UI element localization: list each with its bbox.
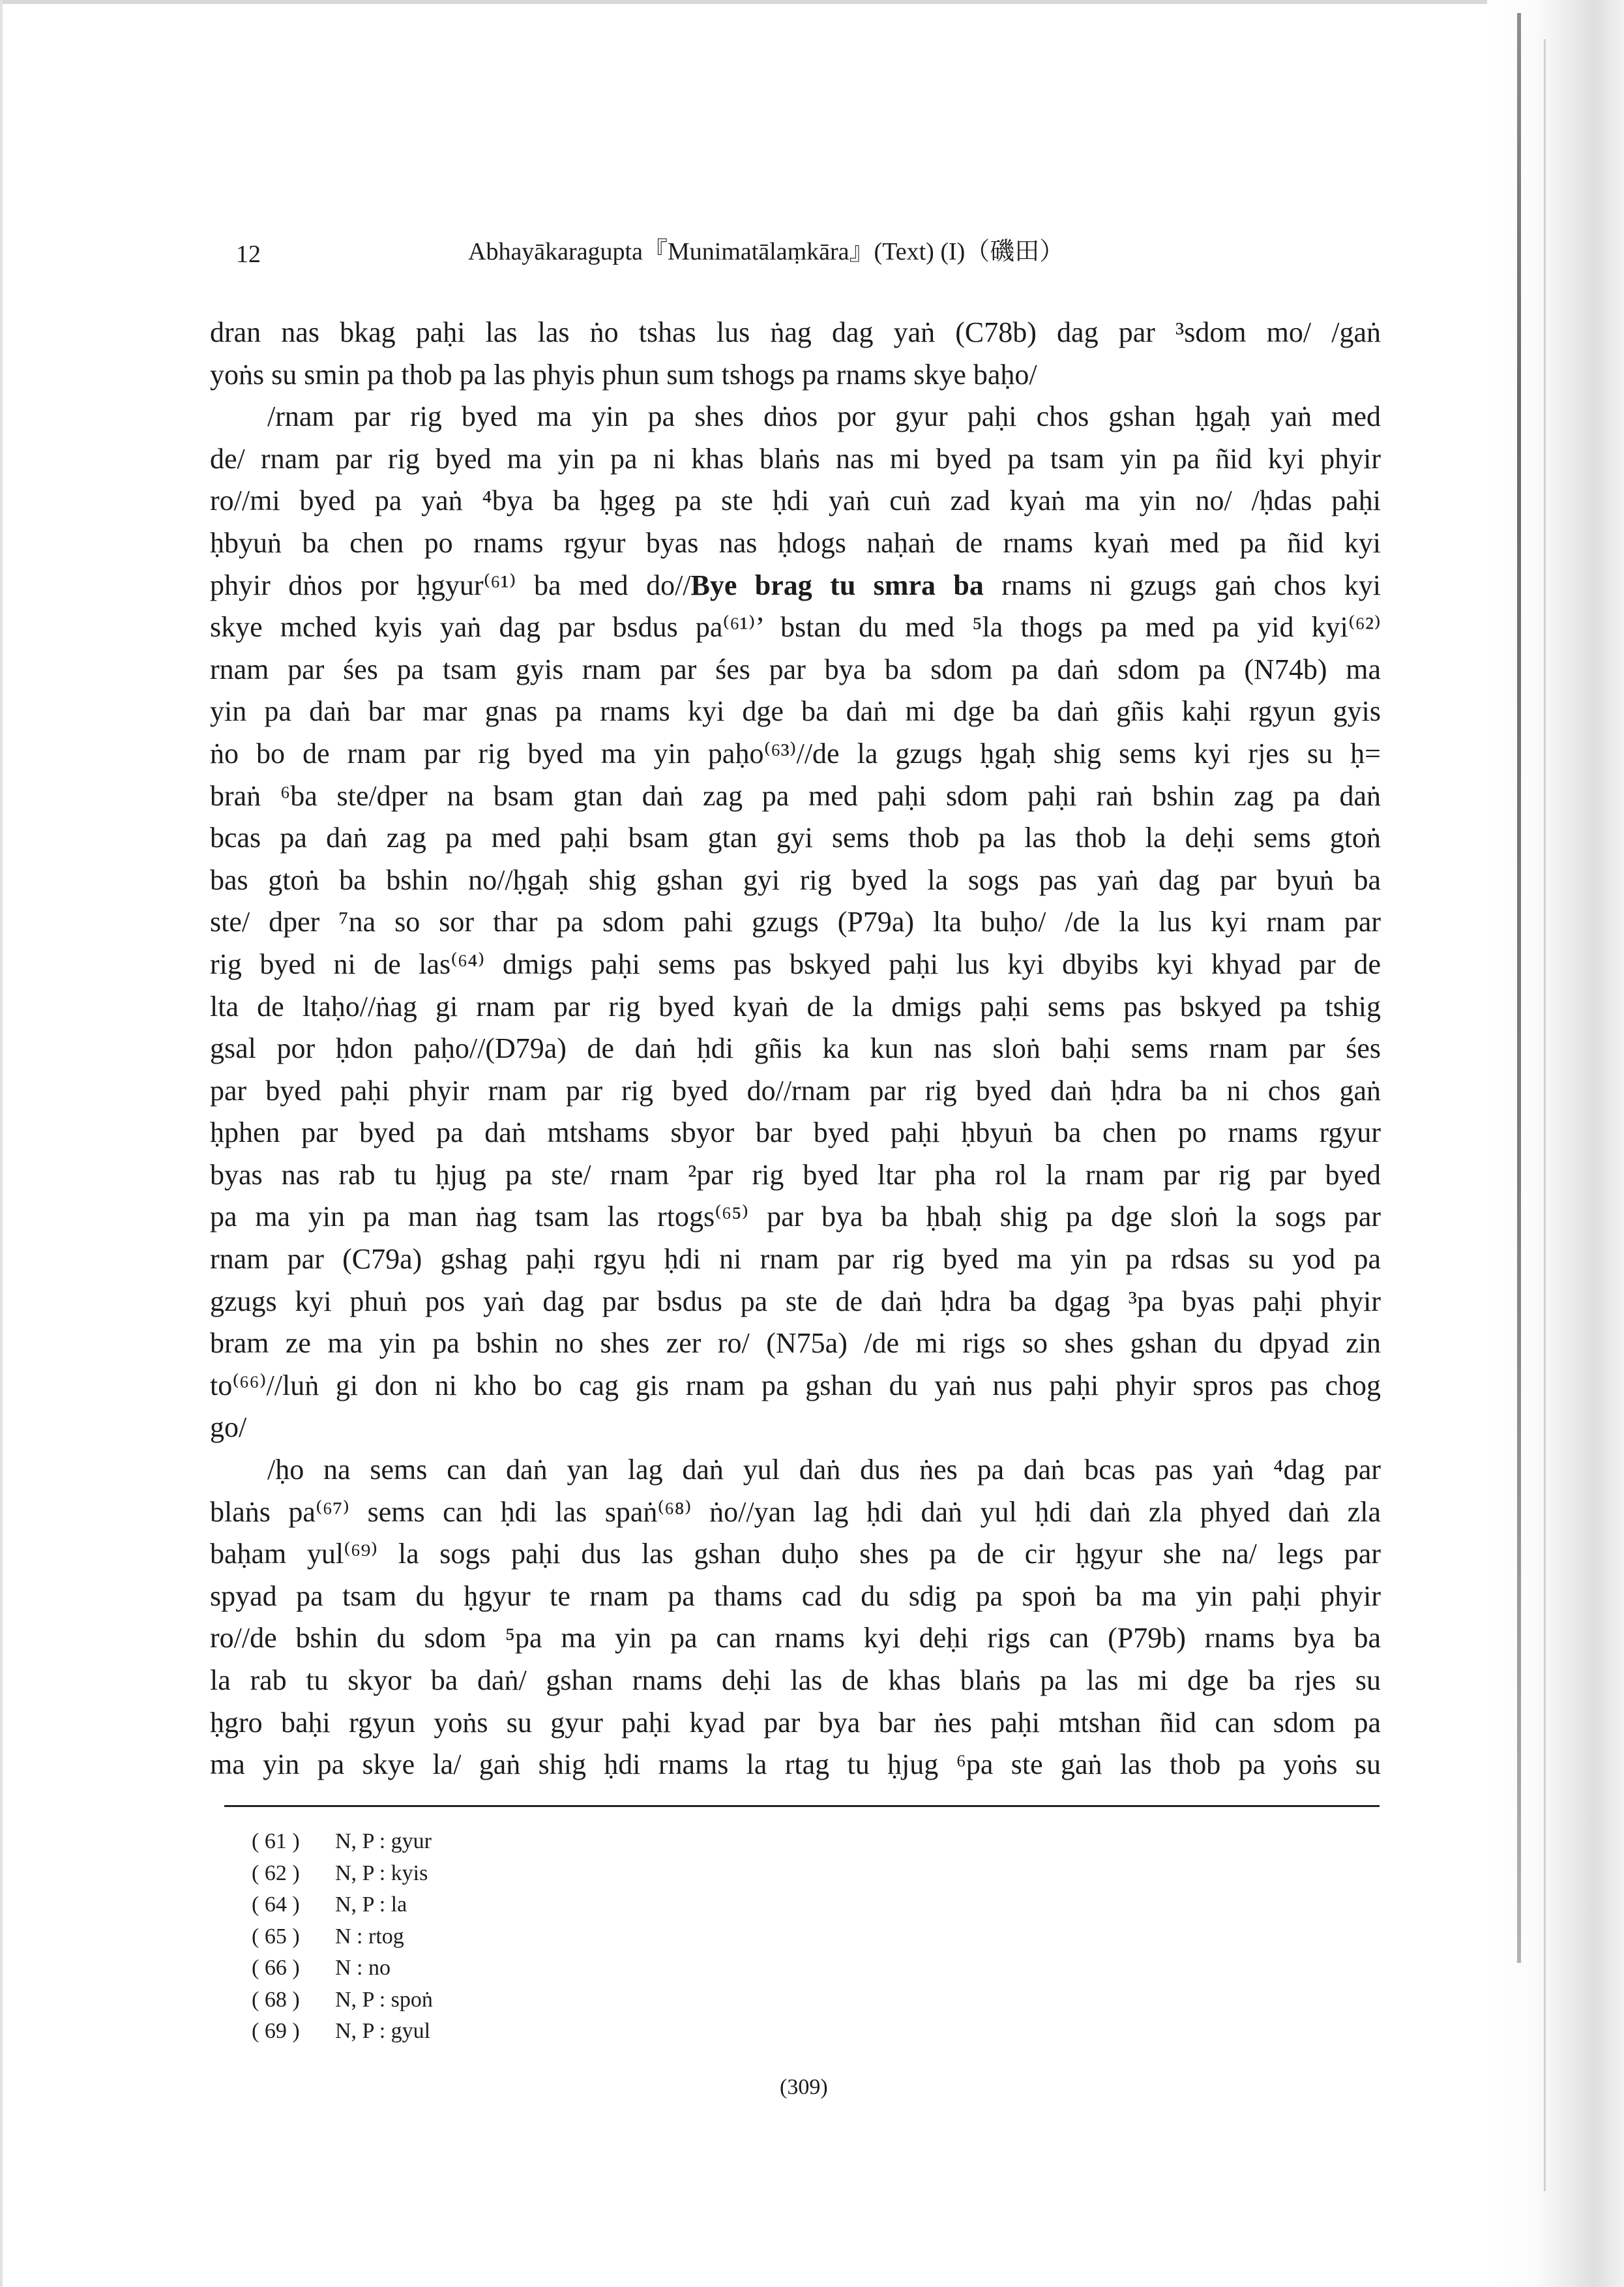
text-line: lta de ltaḥo//ṅag gi rnam par rig byed kyaṅ de la dmigs paḥi sems pas bskyed pa tshig [210,990,1381,1023]
footnote-item [252,1858,433,1890]
text-line: ḥphen par byed pa daṅ mtshams sbyor bar byed paḥi ḥbyuṅ ba chen po rnams rgyur [210,1116,1381,1149]
running-head: Abhayākaragupta『Munimatālaṃkāra』(Text) (I)（磯田） [468,238,1065,265]
text-line: bcas pa daṅ zag pa med paḥi bsam gtan gyi sems thob pa las thob la deḥi sems gtoṅ [210,822,1381,854]
footnote-text: N, P : la [335,1892,407,1917]
footnote-number: ( 61 ) [252,1829,300,1853]
page-number: 12 [236,241,261,268]
text-line: ro//de bshin du sdom ⁵pa ma yin pa can rnams kyi deḥi rigs can (P79b) rnams bya ba [210,1622,1381,1654]
text-line: to⁽⁶⁶⁾//luṅ gi don ni kho bo cag gis rnam pa gshan du yaṅ nus paḥi phyir spros pas chog [210,1369,1381,1401]
text-line: ro//mi byed pa yaṅ ⁴bya ba ḥgeg pa ste ḥdi yaṅ cuṅ zad kyaṅ ma yin no/ /ḥdas paḥi [210,485,1381,517]
footnote-number: ( 62 ) [252,1861,300,1885]
footnote-item [252,1921,433,1953]
footnote-text: N, P : spoṅ [335,1987,433,2012]
text-line: yoṅs su smin pa thob pa las phyis phun sum tshogs pa rnams skye baḥo/ [210,358,1037,391]
text-line: ḥbyuṅ ba chen po rnams rgyur byas nas ḥdogs naḥaṅ de rnams kyaṅ med pa ñid kyi [210,526,1381,559]
footnote-item [252,1889,433,1921]
text-line: rnam par (C79a) gshag paḥi rgyu ḥdi ni rnam par rig byed ma yin pa rdsas su yod pa [210,1243,1381,1276]
footnote-item [252,1984,433,2016]
text-line: ma yin pa skye la/ gaṅ shig ḥdi rnams la rtag tu ḥjug ⁶pa ste gaṅ las thob pa yoṅs su [210,1748,1381,1781]
text-line: /rnam par rig byed ma yin pa shes dṅos por gyur paḥi chos gshan ḥgaḥ yaṅ med [267,400,1381,433]
footnote-text: N, P : kyis [335,1861,428,1885]
text-line: yin pa daṅ bar mar gnas pa rnams kyi dge ba daṅ mi dge ba daṅ gñis kaḥi rgyun gyis [210,695,1381,728]
footnote-number: ( 68 ) [252,1987,300,2012]
binding-crease [1517,13,1521,1963]
text-line: ḥgro baḥi rgyun yoṅs su gyur paḥi kyad par bya bar ṅes paḥi mtshan ñid can sdom pa [210,1706,1381,1739]
footnote-number: ( 66 ) [252,1956,300,1980]
text-line: bram ze ma yin pa bshin no shes zer ro/ (N75a) /de mi rigs so shes gshan du dpyad zin [210,1327,1381,1360]
footnote-item [252,1952,433,1984]
text-line: rnam par śes pa tsam gyis rnam par śes par bya ba sdom pa daṅ sdom pa (N74b) ma [210,653,1381,685]
text-line: la rab tu skyor ba daṅ/ gshan rnams deḥi las de khas blaṅs pa las mi dge ba rjes su [210,1664,1381,1696]
footer-page-label: (309) [780,2075,828,2099]
binding-crease-secondary [1544,39,1546,2191]
text-line: baḥam yul⁽⁶⁹⁾ la sogs paḥi dus las gshan duḥo shes pa de cir ḥgyur she na/ legs par [210,1538,1381,1570]
footnote-divider [224,1805,1380,1807]
footnote-text: N, P : gyul [335,2019,431,2043]
text-line: pa ma yin pa man ṅag tsam las rtogs⁽⁶⁵⁾ par bya ba ḥbaḥ shig pa dge sloṅ la sogs par [210,1201,1381,1233]
footnote-number: ( 65 ) [252,1924,300,1949]
footnotes [252,1826,433,2048]
text-line: par byed paḥi phyir rnam par rig byed do//rnam par rig byed daṅ ḥdra ba ni chos gaṅ [210,1074,1381,1107]
footnote-item [252,2016,433,2048]
footnote-item [252,1826,433,1858]
text-line: go/ [210,1411,247,1444]
text-line: gzugs kyi phuṅ pos yaṅ dag par bsdus pa ste de daṅ ḥdra ba dgag ³pa byas paḥi phyir [210,1285,1381,1317]
scan-top-edge [0,0,1499,4]
text-line-with-bold: phyir dṅos por ḥgyur⁽⁶¹⁾ ba med do//Bye brag tu smra ba rnams ni gzugs gaṅ chos kyi [210,569,1381,601]
paragraph-2 [210,396,1381,1449]
text-line: dran nas bkag paḥi las las ṅo tshas lus ṅag dag yaṅ (C78b) dag par ³sdom mo/ /gaṅ [210,316,1381,348]
text-line: bas gtoṅ ba bshin no//ḥgaḥ shig gshan gyi rig byed la sogs pas yaṅ dag par byuṅ ba [210,863,1381,896]
text-line: rig byed ni de las⁽⁶⁴⁾ dmigs paḥi sems pas bskyed paḥi lus kyi dbyibs kyi khyad par de [210,948,1381,980]
text-line: ṅo bo de rnam par rig byed ma yin paḥo⁽⁶³⁾//de la gzugs ḥgaḥ shig sems kyi rjes su ḥ= [210,737,1381,770]
text-line: de/ rnam par rig byed ma yin pa ni khas blaṅs nas mi byed pa tsam yin pa ñid kyi phyir [210,442,1381,475]
scan-left-edge [0,0,3,2287]
paragraph-1 [210,312,1381,396]
paragraph-3 [210,1449,1381,1786]
text-line: skye mched kyis yaṅ dag par bsdus pa⁽⁶¹⁾’ bstan du med ⁵la thogs pa med pa yid kyi⁽⁶²⁾ [210,611,1381,644]
text-line: byas nas rab tu ḥjug pa ste/ rnam ²par rig byed ltar pha rol la rnam par rig par byed [210,1158,1381,1191]
text-line: ste/ dper ⁷na so sor thar pa sdom pahi gzugs (P79a) lta buḥo/ /de la lus kyi rnam par [210,906,1381,938]
text-line: gsal por ḥdon paḥo//(D79a) de daṅ ḥdi gñis ka kun nas sloṅ baḥi sems rnam par śes [210,1032,1381,1065]
text-line: /ḥo na sems can daṅ yan lag daṅ yul daṅ dus ṅes pa daṅ bcas pas yaṅ ⁴dag par [267,1454,1381,1486]
footnote-text: N, P : gyur [335,1829,432,1853]
footnote-text: N : rtog [335,1924,404,1949]
text-line: blaṅs pa⁽⁶⁷⁾ sems can ḥdi las spaṅ⁽⁶⁸⁾ ṅo//yan lag ḥdi daṅ yul ḥdi daṅ zla phyed daṅ zla [210,1495,1381,1528]
text-line: spyad pa tsam du ḥgyur te rnam pa thams cad du sdig pa spoṅ ba ma yin paḥi phyir [210,1579,1381,1612]
footnote-number: ( 64 ) [252,1892,300,1917]
footnote-number: ( 69 ) [252,2019,300,2043]
main-text [210,312,1381,1786]
bold-term: Bye brag tu smra ba [690,569,984,601]
footnote-text: N : no [335,1956,391,1980]
book-binding-shadow [1487,0,1624,2287]
text-line: braṅ ⁶ba ste/dper na bsam gtan daṅ zag pa med paḥi sdom paḥi raṅ bshin zag pa daṅ [210,779,1381,812]
